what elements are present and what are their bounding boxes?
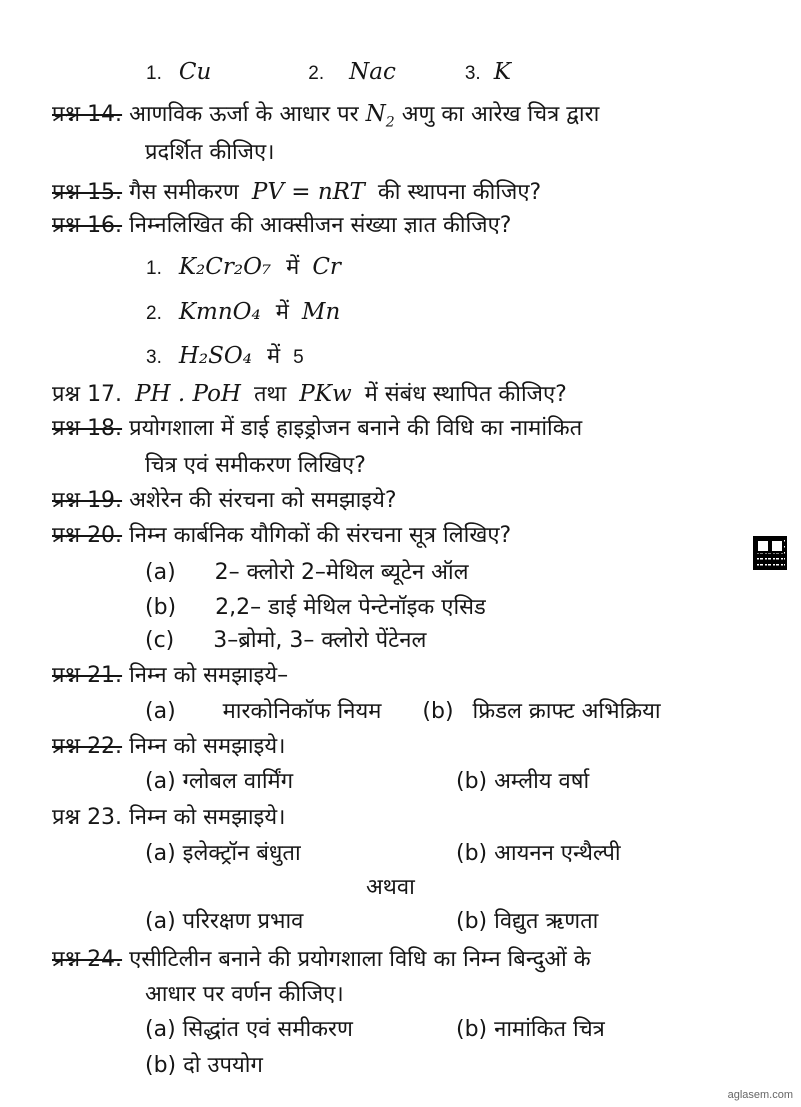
watermark: aglasem.com: [727, 1089, 793, 1101]
question-15: [52, 178, 541, 207]
q16-item-3: 3. H₂SO₄ में 5: [146, 343, 304, 369]
question-text: निम्न को समझाइये।: [129, 805, 286, 830]
question-label: प्रश्न 15.: [52, 180, 123, 205]
q21-options: (a) मारकोनिकॉफ नियम (b) फ्रिडल क्राफ्ट अभिक्रिया: [145, 699, 661, 724]
q13-option-2-num: 2.: [308, 63, 325, 84]
qr-code-icon: [753, 536, 787, 570]
question-label: प्रश्न 14.: [52, 102, 123, 127]
q20-item-c: (c) 3–ब्रोमो, 3– क्लोरो पेंटेनल: [145, 628, 427, 653]
question-text: अशेरेन की संरचना को समझाइये?: [129, 488, 397, 513]
question-text: निम्न को समझाइये–: [129, 663, 289, 688]
q16-item-1: 1. K₂Cr₂O₇ में Cr: [146, 254, 341, 280]
formula: PV = nRT: [251, 179, 365, 205]
q24-option-b: (b) नामांकित चित्र: [456, 1017, 605, 1042]
q13-option-1: Cu: [178, 59, 212, 85]
question-20: [52, 522, 511, 550]
formula: PKw: [299, 381, 352, 407]
question-text: निम्नलिखित की आक्सीजन संख्या ज्ञात कीजिए?: [129, 213, 512, 238]
question-24-line2: आधार पर वर्णन कीजिए।: [145, 982, 344, 1007]
question-16: [52, 212, 511, 240]
question-14-line2: प्रदर्शित कीजिए।: [145, 140, 275, 165]
question-label: प्रश्न 24.: [52, 947, 123, 972]
q16-item-2: 2. KmnO₄ में Mn: [146, 299, 341, 325]
question-23: [52, 804, 285, 832]
q13-option-1-num: 1.: [146, 63, 162, 84]
q20-item-b: (b) 2,2– डाई मेथिल पेन्टेनॉइक एसिड: [145, 595, 486, 620]
question-21: [52, 662, 288, 690]
q23-option-b2: (b) विद्युत ऋणता: [456, 909, 599, 934]
q24-option-a: (a) सिद्धांत एवं समीकरण: [145, 1017, 353, 1042]
question-text: निम्न कार्बनिक यौगिकों की संरचना सूत्र लिखिए?: [129, 523, 512, 548]
q23-option-a: (a) इलेक्ट्रॉन बंधुता: [145, 841, 301, 866]
question-label: प्रश्न 20.: [52, 523, 123, 548]
question-label: प्रश्न 19.: [52, 488, 123, 513]
q13-option-3: K: [493, 59, 511, 85]
question-label: प्रश्न 17.: [52, 382, 123, 407]
question-text: अणु का आरेख चित्र द्वारा: [401, 102, 600, 127]
question-label: प्रश्न 23.: [52, 805, 123, 830]
question-24: [52, 946, 591, 974]
formula: PH . PoH: [135, 381, 241, 407]
question-label: प्रश्न 22.: [52, 734, 123, 759]
question-text: तथा: [253, 382, 287, 407]
question-label: प्रश्न 18.: [52, 416, 123, 441]
question-19: [52, 487, 397, 515]
q23-option-a2: (a) परिरक्षण प्रभाव: [145, 909, 304, 934]
q22-option-a: (a) ग्लोबल वार्मिंग: [145, 769, 294, 794]
q13-option-2: Nac: [349, 59, 396, 85]
q13-options: [146, 58, 511, 88]
question-text: निम्न को समझाइये।: [129, 734, 286, 759]
question-17: [52, 380, 567, 409]
question-text: आणविक ऊर्जा के आधार पर: [129, 102, 359, 127]
question-label: प्रश्न 21.: [52, 663, 123, 688]
question-text: एसीटिलीन बनाने की प्रयोगशाला विधि का निम्न बिन्दुओं के: [129, 947, 591, 972]
question-18: [52, 415, 582, 443]
question-text: की स्थापना कीजिए?: [377, 180, 542, 205]
q22-option-b: (b) अम्लीय वर्षा: [456, 769, 590, 794]
question-label: प्रश्न 16.: [52, 213, 123, 238]
question-text: में संबंध स्थापित कीजिए?: [364, 382, 567, 407]
or-separator: अथवा: [366, 875, 415, 900]
question-22: [52, 733, 285, 761]
q20-item-a: (a) 2– क्लोरो 2–मेथिल ब्यूटेन ऑल: [145, 560, 469, 585]
question-text: प्रयोगशाला में डाई हाइड्रोजन बनाने की विधि का नामांकित: [129, 416, 583, 441]
formula: $N_2$: [365, 101, 395, 131]
q24-option-c: (b) दो उपयोग: [145, 1053, 263, 1078]
q13-option-3-num: 3.: [464, 63, 481, 84]
question-14: [52, 100, 599, 137]
question-18-line2: चित्र एवं समीकरण लिखिए?: [145, 453, 366, 478]
question-text: गैस समीकरण: [129, 180, 239, 205]
q23-option-b: (b) आयनन एन्थैल्पी: [456, 841, 621, 866]
